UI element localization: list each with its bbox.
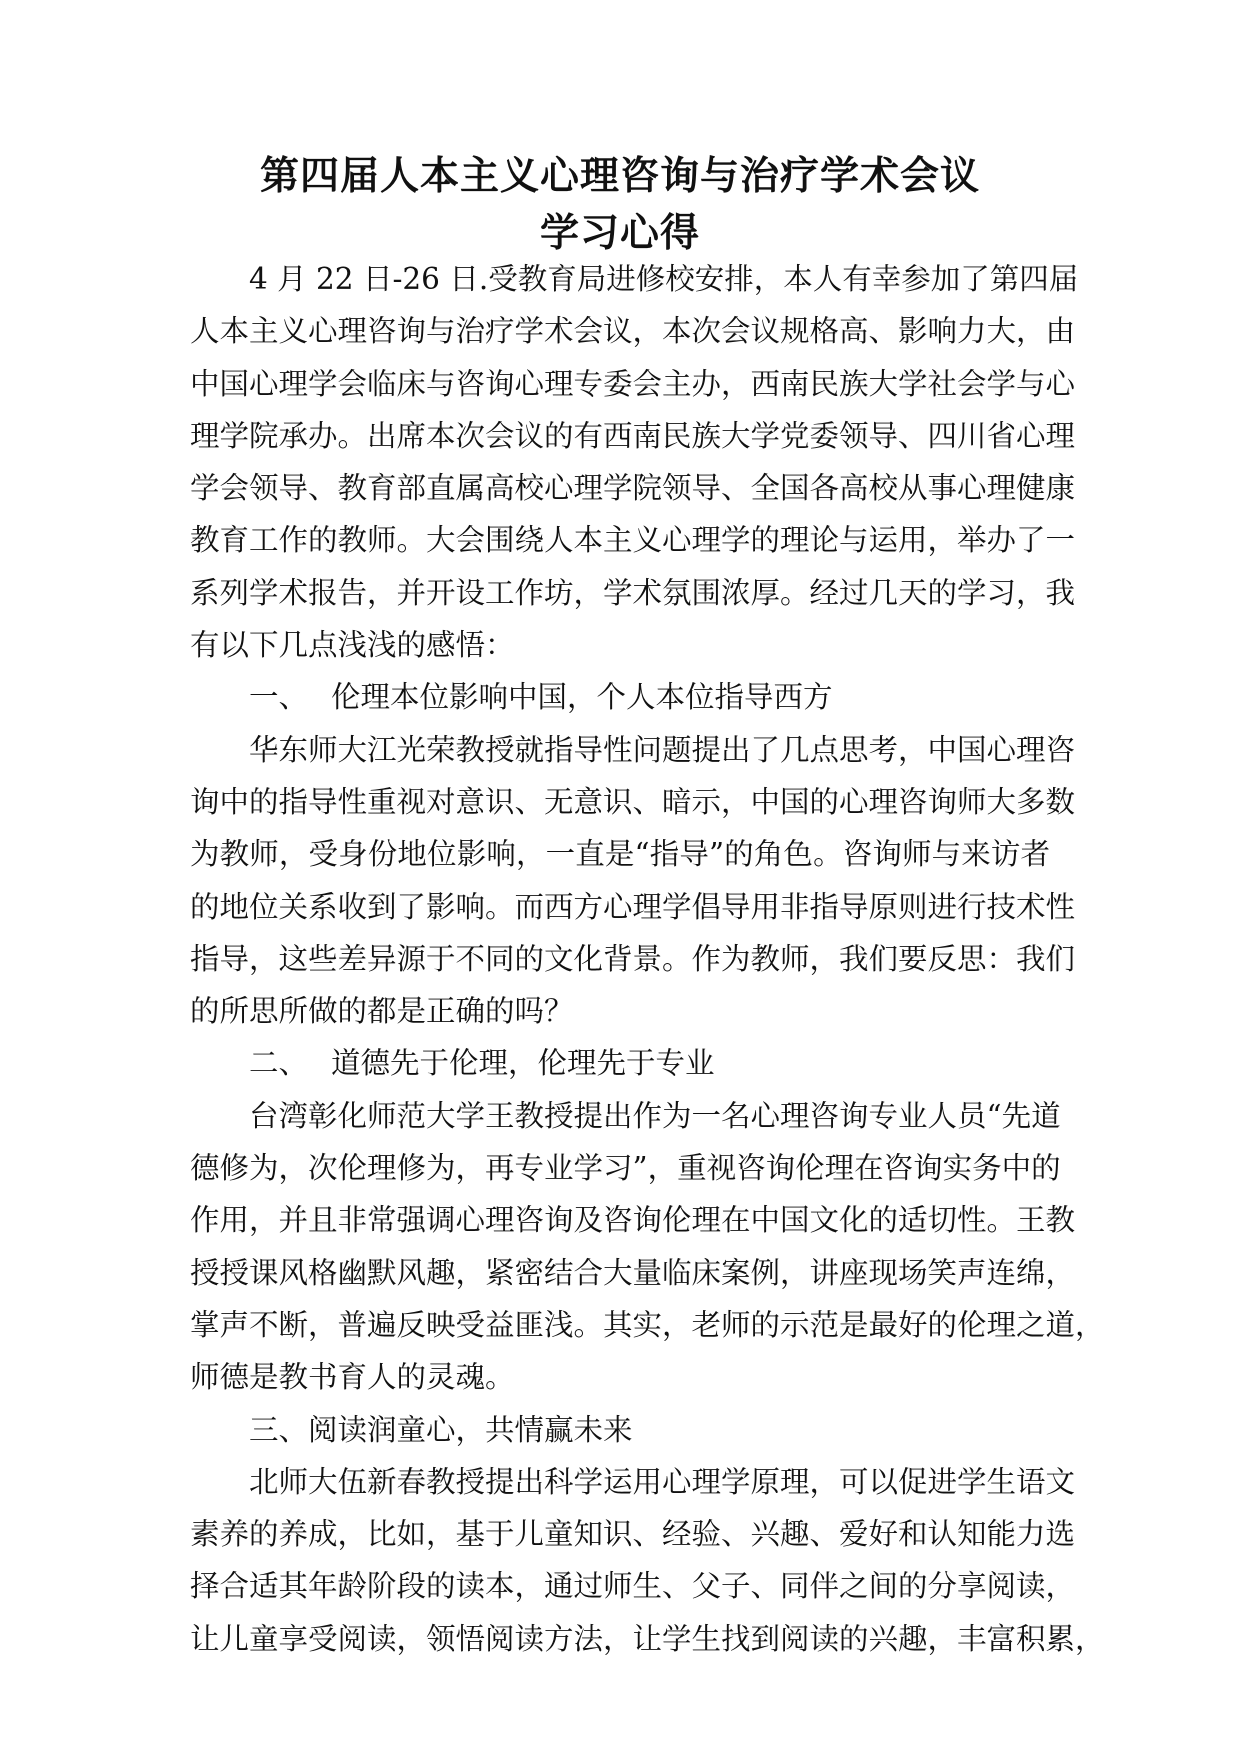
paragraph-line: 台湾彰化师范大学王教授提出作为一名心理咨询专业人员“先道 xyxy=(249,1098,1061,1133)
paragraph-line: 让儿童享受阅读，领悟阅读方法，让学生找到阅读的兴趣，丰富积累， xyxy=(190,1621,1105,1656)
paragraph-line: 人本主义心理咨询与治疗学术会议，本次会议规格高、影响力大，由 xyxy=(190,314,1076,349)
document-subtitle: 学习心得 xyxy=(539,210,700,256)
section-number: 二、 xyxy=(249,1046,309,1081)
paragraph-line: 为教师，受身份地位影响，一直是“指导”的角色。咨询师与来访者 xyxy=(190,837,1050,872)
section-heading-text: 阅读润童心，共情赢未来 xyxy=(308,1412,633,1447)
paragraph-line: 中国心理学会临床与咨询心理专委会主办，西南民族大学社会学与心 xyxy=(190,366,1076,401)
paragraph-line: 教育工作的教师。大会围绕人本主义心理学的理论与运用，举办了一 xyxy=(190,523,1076,558)
section-number: 一、 xyxy=(249,680,309,715)
paragraph-line: 系列学术报告，并开设工作坊，学术氛围浓厚。经过几天的学习，我 xyxy=(190,575,1076,610)
section-heading xyxy=(190,1404,1050,1456)
section-heading xyxy=(190,671,1050,723)
paragraph-line: 掌声不断，普遍反映受益匪浅。其实，老师的示范是最好的伦理之道， xyxy=(190,1307,1105,1342)
paragraph-line: 4 月 22 日-26 日.受教育局进修校安排，本人有幸参加了第四届 xyxy=(249,262,1079,296)
paragraph-line: 询中的指导性重视对意识、无意识、暗示，中国的心理咨询师大多数 xyxy=(190,784,1076,819)
paragraph-line: 学会领导、教育部直属高校心理学院领导、全国各高校从事心理健康 xyxy=(190,471,1076,506)
paragraph-line: 的地位关系收到了影响。而西方心理学倡导用非指导原则进行技术性 xyxy=(190,889,1076,924)
document-title: 第四届人本主义心理咨询与治疗学术会议 xyxy=(259,153,980,199)
paragraph-line: 有以下几点浅浅的感悟： xyxy=(190,628,515,663)
section-number: 三、 xyxy=(249,1412,309,1447)
paragraph-line: 素养的养成，比如，基于儿童知识、经验、兴趣、爱好和认知能力选 xyxy=(190,1517,1076,1552)
paragraph-line: 华东师大江光荣教授就指导性问题提出了几点思考，中国心理咨 xyxy=(249,732,1076,767)
section-heading xyxy=(190,1037,1050,1089)
paragraph-line: 指导，这些差异源于不同的文化背景。作为教师，我们要反思：我们 xyxy=(190,941,1076,976)
section-heading-text: 伦理本位影响中国，个人本位指导西方 xyxy=(331,680,833,715)
document-body xyxy=(190,253,1105,1665)
paragraph-line: 德修为，次伦理修为，再专业学习”，重视咨询伦理在咨询实务中的 xyxy=(190,1151,1061,1186)
paragraph-line: 理学院承办。出席本次会议的有西南民族大学党委领导、四川省心理 xyxy=(190,418,1076,453)
section-heading-text: 道德先于伦理，伦理先于专业 xyxy=(331,1046,715,1081)
paragraph-line: 的所思所做的都是正确的吗？ xyxy=(190,994,574,1029)
paragraph-line: 授授课风格幽默风趣，紧密结合大量临床案例，讲座现场笑声连绵， xyxy=(190,1255,1076,1290)
paragraph-line: 作用，并且非常强调心理咨询及咨询伦理在中国文化的适切性。王教 xyxy=(190,1203,1076,1238)
paragraph-line: 北师大伍新春教授提出科学运用心理学原理，可以促进学生语文 xyxy=(249,1464,1076,1499)
paragraph-line: 师德是教书育人的灵魂。 xyxy=(190,1360,515,1395)
paragraph-line: 择合适其年龄阶段的读本，通过师生、父子、同伴之间的分享阅读， xyxy=(190,1569,1076,1604)
